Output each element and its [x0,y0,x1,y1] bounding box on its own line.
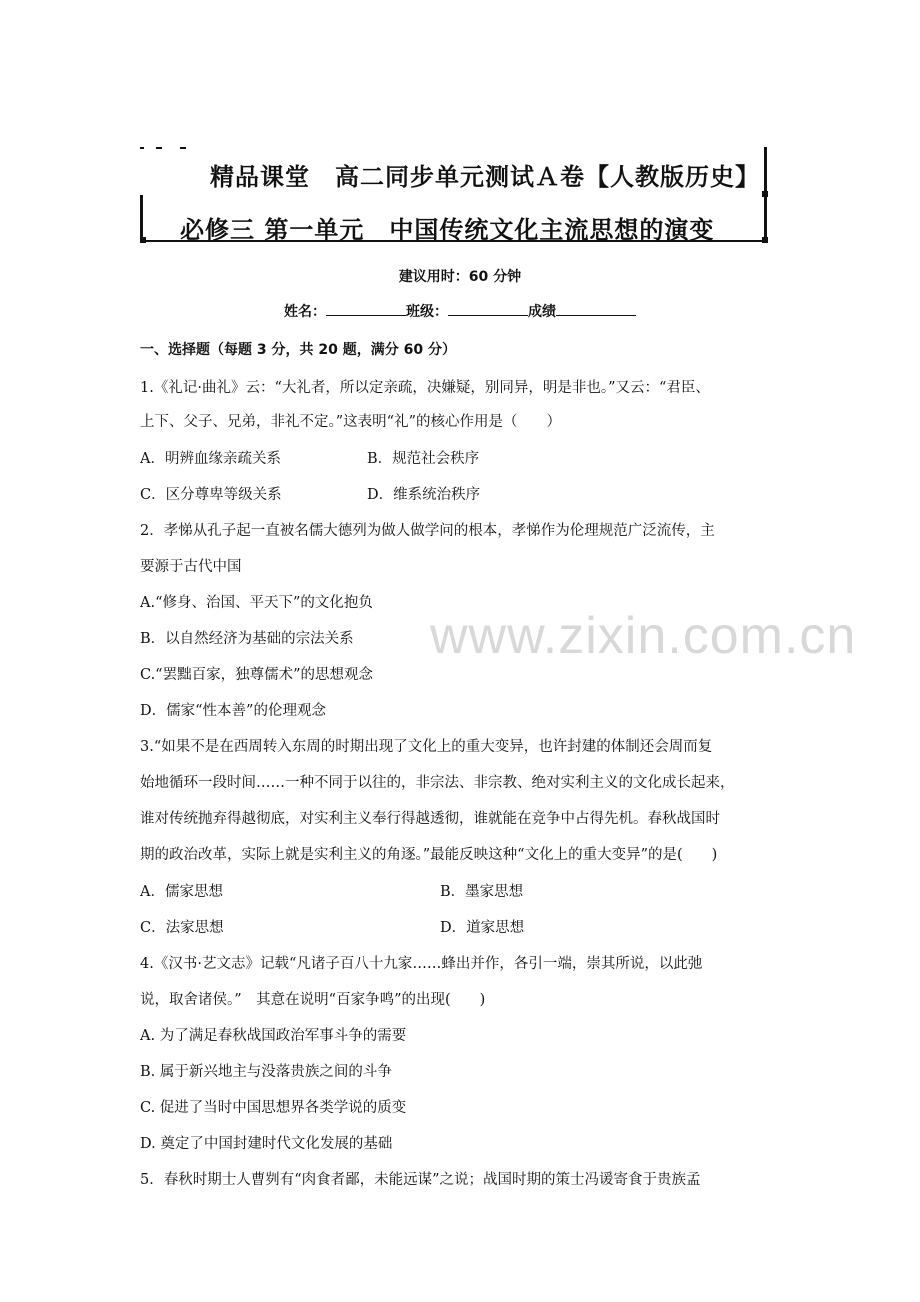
q2-line-1: 2．孝悌从孔子起一直被名儒大德列为做人做学问的根本，孝悌作为伦理规范广泛流传，主 [140,523,715,539]
q3-line-2: 始地循环一段时间……一种不同于以往的，非宗法、非宗教、绝对实利主义的文化成长起来， [140,775,735,791]
suggested-time: 建议用时：60 分钟 [398,269,522,285]
q4-option-c: C. 促进了当时中国思想界各类学说的质变 [140,1100,407,1116]
name-blank [326,301,406,316]
class-blank [448,301,528,316]
q3-option-d: D．道家思想 [440,920,525,936]
q3-line-1: 3.“如果不是在西周转入东周的时期出现了文化上的重大变异，也许封建的体制还会周而复 [140,739,713,755]
q5-line-1: 5．春秋时期士人曹刿有“肉食者鄙，未能远谋”之说；战国时期的策士冯谖寄食于贵族孟 [140,1172,701,1188]
q4-option-a: A. 为了满足春秋战国政治军事斗争的需要 [140,1028,407,1044]
q2-option-a: A.“修身、治国、平天下”的文化抱负 [140,595,373,611]
q4-option-d: D. 奠定了中国封建时代文化发展的基础 [140,1136,393,1152]
q3-option-a: A．儒家思想 [140,884,223,900]
watermark: www.zixin.com.cn [430,607,857,665]
q2-option-d: D．儒家“性本善”的伦理观念 [140,703,326,719]
title-line-1: 精品课堂 高二同步单元测试Ａ卷【人教版历史】 [210,162,760,191]
title-line-2: 必修三 第一单元 中国传统文化主流思想的演变 [180,215,715,244]
name-label: 姓名： [284,304,326,320]
q2-line-2: 要源于古代中国 [140,559,242,575]
q3-line-4: 期的政治改革，实际上就是实利主义的角逐。”最能反映这种“文化上的重大变异”的是( ) [140,847,718,863]
section-title: 一、选择题（每题 3 分，共 20 题，满分 60 分） [140,342,456,358]
q3-option-c: C．法家思想 [140,920,224,936]
q4-line-2: 说，取舍诸侯。” 其意在说明“百家争鸣”的出现( ) [140,992,486,1008]
student-info-line [0,301,920,321]
q2-option-b: B．以自然经济为基础的宗法关系 [140,631,354,647]
q3-option-b: B．墨家思想 [440,884,524,900]
q2-option-c: C.“罢黜百家，独尊儒术”的思想观念 [140,667,374,683]
score-label: 成绩 [528,304,556,320]
q1-option-a: A．明辨血缘亲疏关系 [140,451,281,467]
q4-option-b: B. 属于新兴地主与没落贵族之间的斗争 [140,1064,392,1080]
q1-line-2: 上下、父子、兄弟，非礼不定。”这表明“礼”的核心作用是（ ） [140,414,561,430]
score-blank [556,301,636,316]
q4-line-1: 4.《汉书·艺文志》记载“凡诸子百八十九家……蜂出并作，各引一端，崇其所说，以此弛 [140,956,703,972]
class-label: 班级： [406,304,448,320]
q1-option-c: C．区分尊卑等级关系 [140,487,282,503]
q1-option-d: D．维系统治秩序 [367,487,481,503]
q3-line-3: 谁对传统抛弃得越彻底，对实利主义奉行得越透彻，谁就能在竞争中占得先机。春秋战国时 [140,811,720,827]
q1-line-1: 1.《礼记·曲礼》云：“大礼者，所以定亲疏，决嫌疑，别同异，明是非也。”又云：“君臣、 [140,380,710,396]
q1-option-b: B．规范社会秩序 [367,451,480,467]
